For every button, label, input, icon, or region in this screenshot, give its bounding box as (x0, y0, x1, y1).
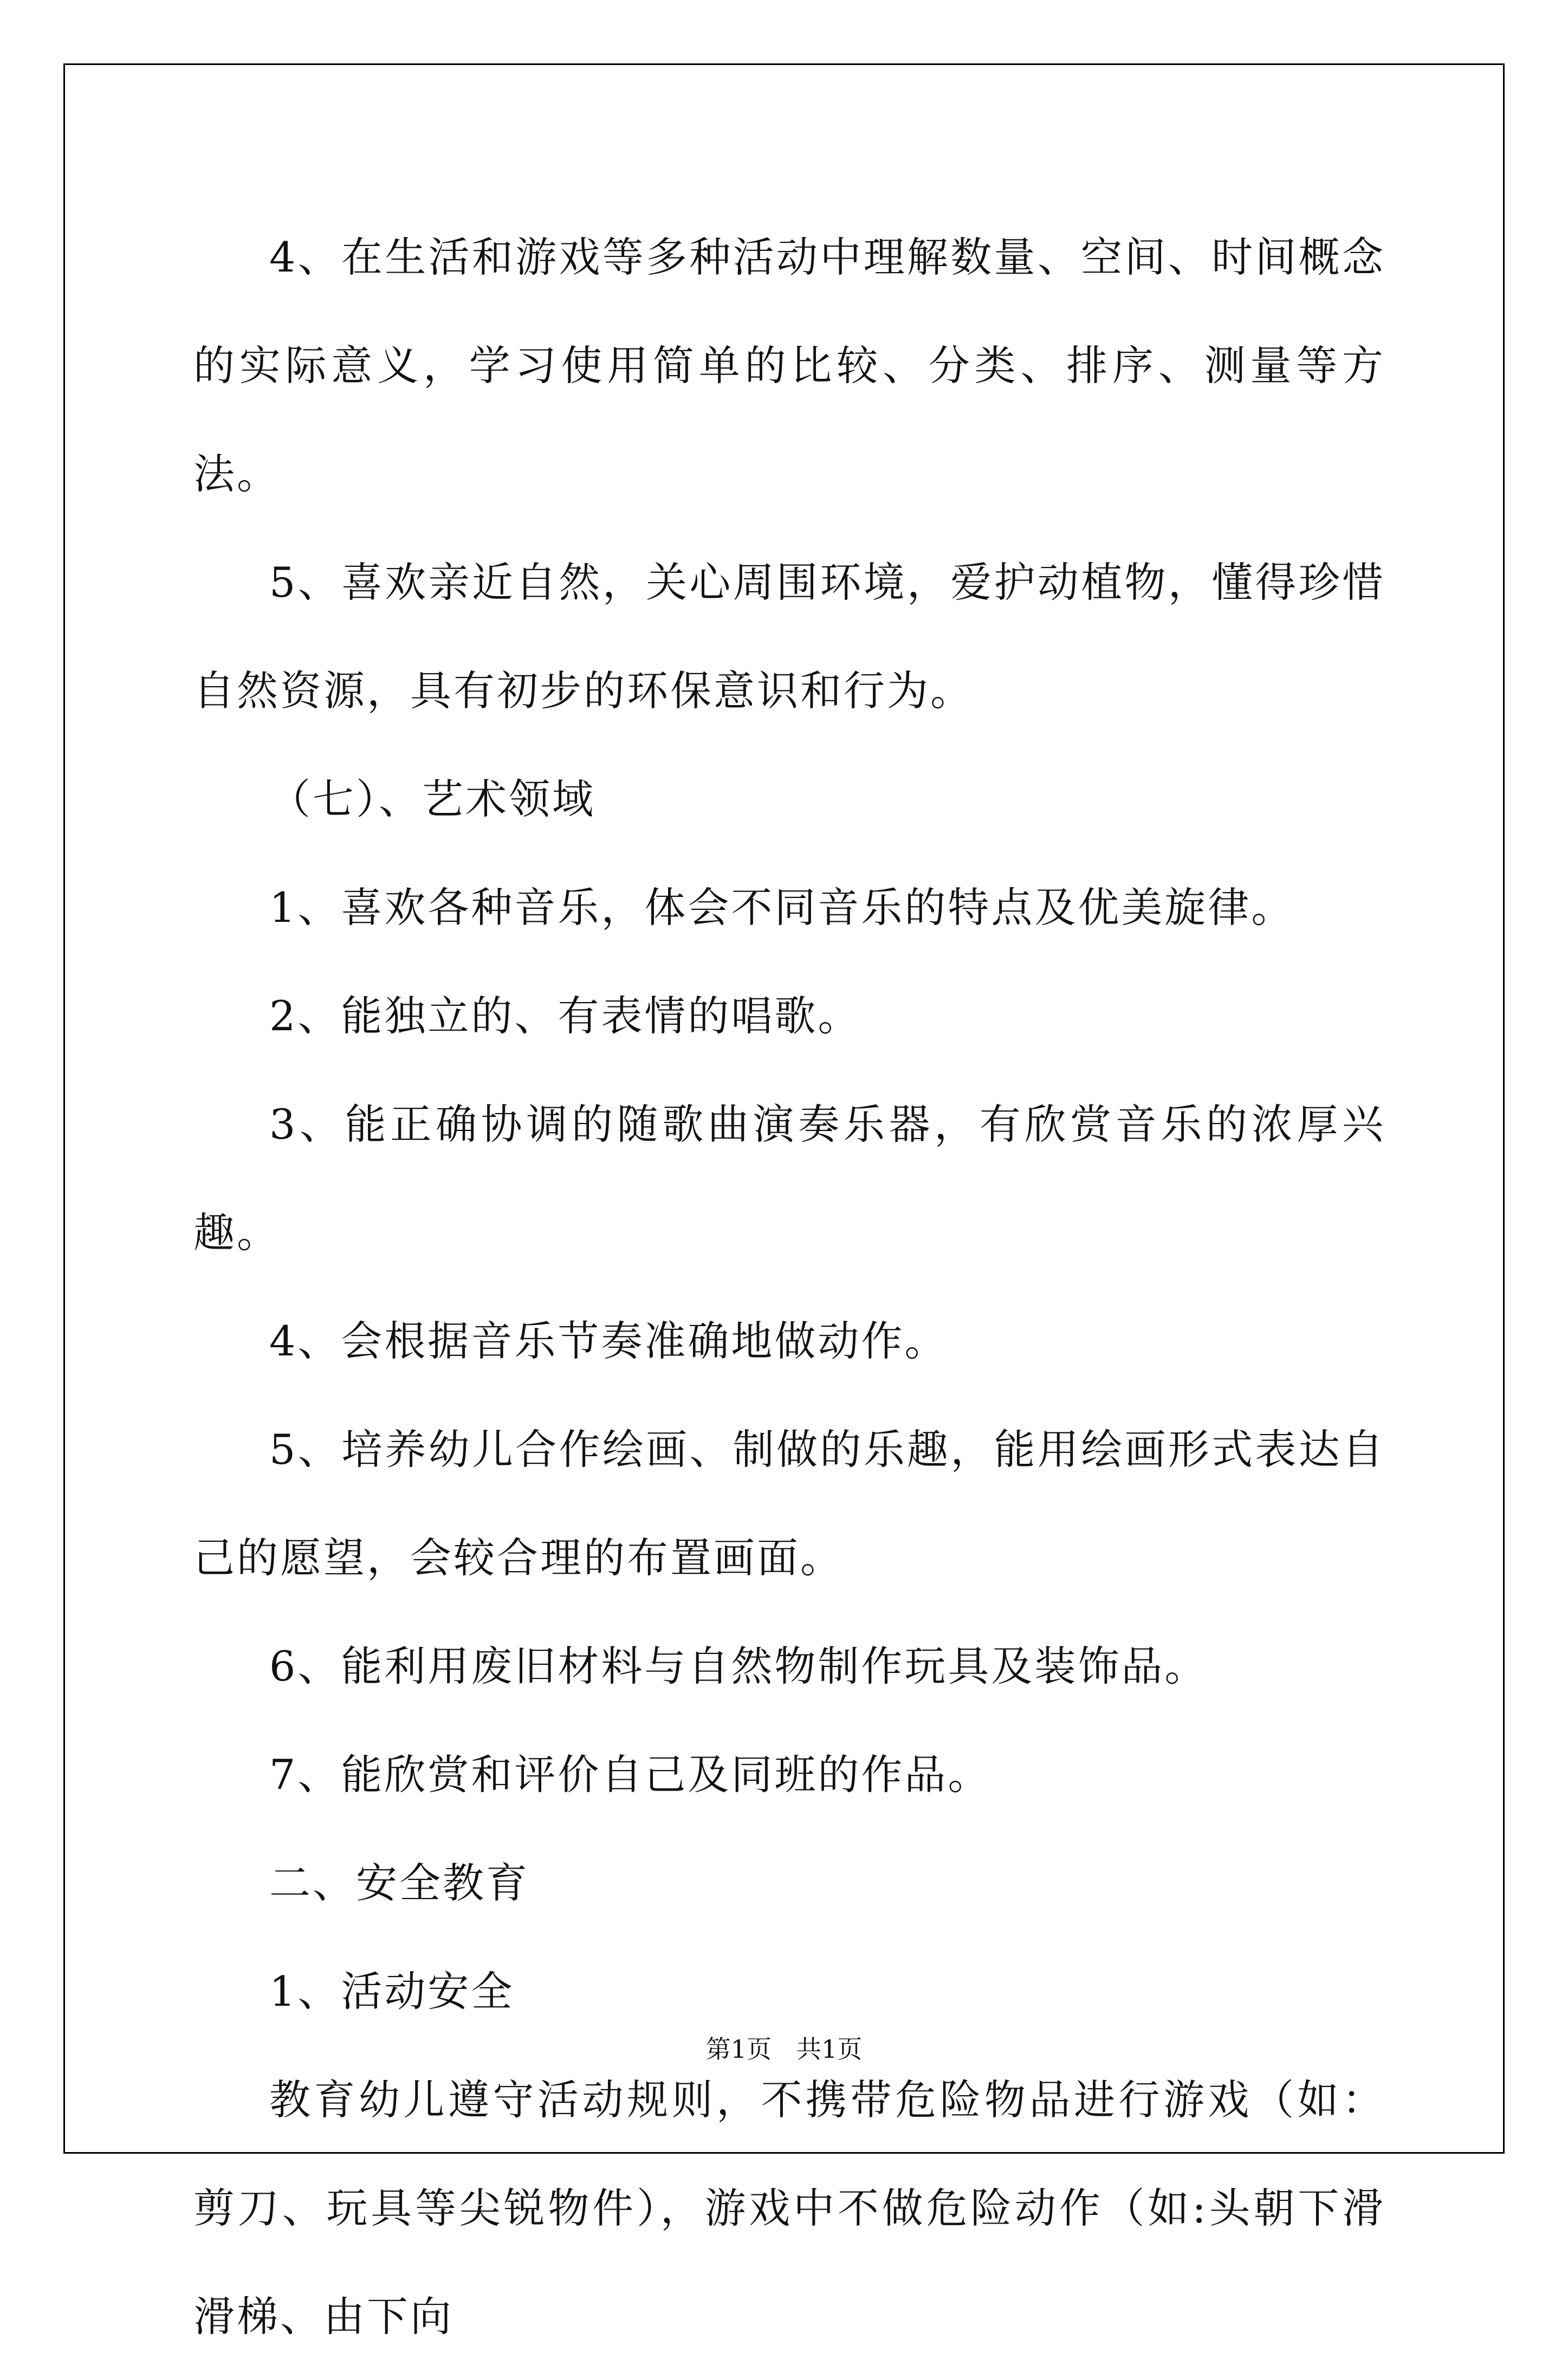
page-footer: 第1页 共1页 (705, 2034, 863, 2064)
paragraph: 3、能正确协调的随歌曲演奏乐器，有欣赏音乐的浓厚兴趣。 (193, 1100, 1385, 1257)
paragraph: 6、能利用废旧材料与自然物制作玩具及装饰品。 (269, 1642, 1208, 1690)
section-heading: 二、安全教育 (269, 1859, 529, 1907)
paragraph: 4、会根据音乐节奏准确地做动作。 (269, 1317, 948, 1365)
paragraph: 2、能独立的、有表情的唱歌。 (269, 992, 861, 1040)
paragraph: 1、喜欢各种音乐，体会不同音乐的特点及优美旋律。 (269, 883, 1295, 932)
paragraph: 5、喜欢亲近自然，关心周围环境，爱护动植物，懂得珍惜自然资源，具有初步的环保意识和行为。 (193, 558, 1385, 715)
paragraph: 5、培养幼儿合作绘画、制做的乐趣，能用绘画形式表达自己的愿望，会较合理的布置画面。 (193, 1425, 1385, 1582)
subsection-heading: 1、活动安全 (269, 1967, 515, 2015)
paragraph: 7、能欣赏和评价自己及同班的作品。 (269, 1750, 992, 1799)
paragraph: 4、在生活和游戏等多种活动中理解数量、空间、时间概念的实际意义，学习使用简单的比较、分类、排序、测量等方法。 (193, 233, 1385, 498)
paragraph: 教育幼儿遵守活动规则，不携带危险物品进行游戏（如：剪刀、玩具等尖锐物件），游戏中不做危险动作（如:头朝下滑滑梯、由下向 (193, 2076, 1385, 2341)
section-heading: （七）、艺术领域 (269, 775, 595, 823)
